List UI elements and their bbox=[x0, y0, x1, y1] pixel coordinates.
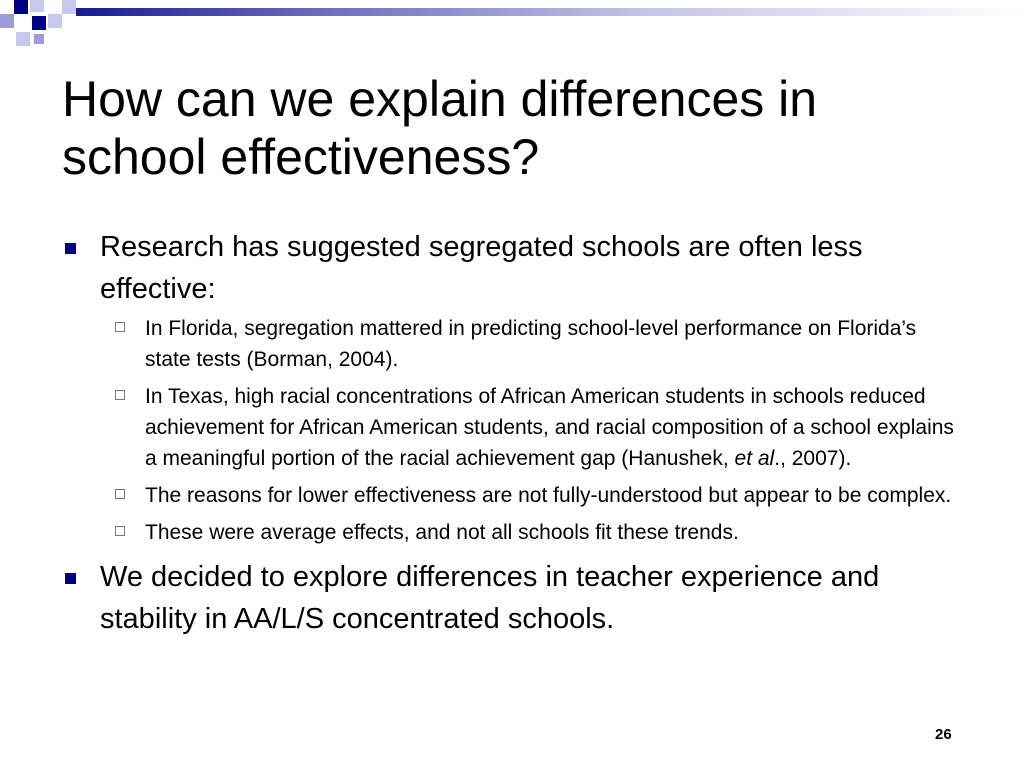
navy-square-icon bbox=[65, 243, 76, 254]
hollow-square-icon bbox=[115, 526, 125, 536]
sub-bullet-text: In Florida, segregation mattered in predicting school-level performance on Florida’s state tests (Borman, 2004). bbox=[145, 317, 917, 371]
sub-bullet-item bbox=[100, 480, 962, 511]
hollow-square-icon bbox=[115, 489, 125, 499]
hollow-square-icon bbox=[115, 390, 125, 400]
slide-title bbox=[62, 70, 992, 186]
bullet-list bbox=[62, 226, 962, 640]
bullet-item bbox=[62, 556, 962, 640]
header-decoration bbox=[0, 0, 1024, 48]
sub-bullet-text bbox=[145, 385, 954, 470]
sub-bullet-text-part: In Texas, high racial concentrations of African American students in schools reduced achievement for African American students, and racial composition of a school explains a meaningful portion of the racial achievement gap (Hanushek, bbox=[145, 385, 954, 470]
page-number: 26 bbox=[935, 726, 952, 743]
header-gradient-bar bbox=[76, 8, 1024, 16]
navy-square-icon bbox=[65, 573, 76, 584]
slide-title-line-2: school effectiveness? bbox=[62, 129, 540, 185]
sub-bullet-italic-text: et al bbox=[734, 447, 775, 470]
hollow-square-icon bbox=[115, 322, 125, 332]
bullet-item bbox=[62, 226, 962, 548]
sub-bullet-text: The reasons for lower effectiveness are not fully-understood but appear to be complex. bbox=[145, 484, 952, 507]
sub-bullet-text: These were average effects, and not all schools fit these trends. bbox=[145, 521, 739, 544]
sub-bullet-item bbox=[100, 313, 962, 375]
checkered-squares-icon bbox=[0, 0, 76, 46]
bullet-text: We decided to explore differences in teacher experience and stability in AA/L/S concentrated schools. bbox=[100, 561, 880, 635]
slide-title-line-1: How can we explain differences in bbox=[62, 71, 818, 127]
sub-bullet-item bbox=[100, 517, 962, 548]
sub-bullet-text-part: ., 2007). bbox=[774, 447, 852, 470]
sub-bullet-list bbox=[100, 313, 962, 548]
bullet-text: Research has suggested segregated schools are often less effective: bbox=[100, 231, 863, 305]
sub-bullet-item bbox=[100, 381, 962, 474]
